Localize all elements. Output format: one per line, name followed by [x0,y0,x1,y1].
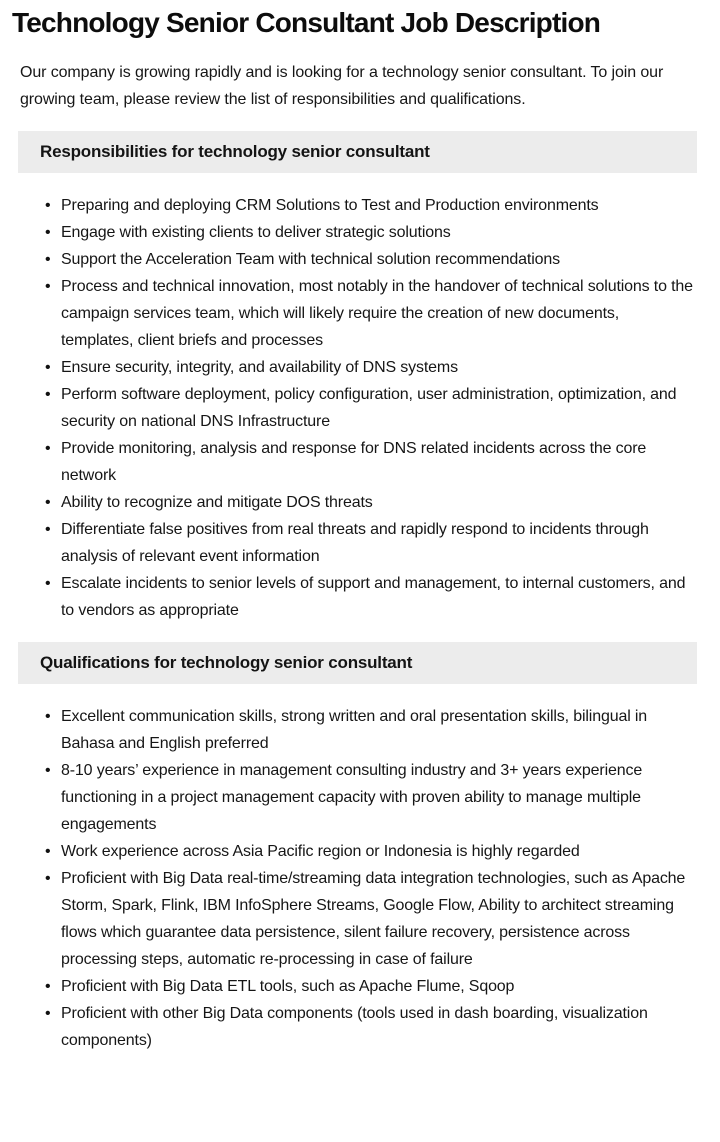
bullet-item: • Excellent communication skills, strong written and oral presentation skills, bilingual in Bahasa and English preferred [45,703,693,757]
bullet-item: • Escalate incidents to senior levels of support and management, to internal customers, and to vendors as appropriate [45,570,693,624]
bullet-item: • Perform software deployment, policy configuration, user administration, optimization, and security on national DNS Infrastructure [45,381,693,435]
bullet-item: • Provide monitoring, analysis and response for DNS related incidents across the core network [45,435,693,489]
bullet-item: • Differentiate false positives from real threats and rapidly respond to incidents through analysis of relevant event information [45,516,693,570]
qualifications-heading: Qualifications for technology senior consultant [40,653,413,672]
responsibilities-section [0,131,720,624]
bullet-item: • Ensure security, integrity, and availability of DNS systems [45,354,693,381]
bullet-item: • Ability to recognize and mitigate DOS threats [45,489,693,516]
qualifications-section [0,642,720,1054]
bullet-item: • Preparing and deploying CRM Solutions to Test and Production environments [45,192,693,219]
bullet-item: • Work experience across Asia Pacific region or Indonesia is highly regarded [45,838,693,865]
responsibilities-list [45,192,693,624]
intro-paragraph: Our company is growing rapidly and is looking for a technology senior consultant. To join our growing team, please review the list of responsibilities and qualifications. [20,64,664,108]
responsibilities-heading: Responsibilities for technology senior consultant [40,142,430,161]
bullet-item: • Proficient with Big Data ETL tools, such as Apache Flume, Sqoop [45,973,693,1000]
bullet-item: • Engage with existing clients to deliver strategic solutions [45,219,693,246]
responsibilities-heading-bar [18,131,697,173]
bullet-item: • Process and technical innovation, most notably in the handover of technical solutions to the campaign services team, which will likely require the creation of new documents, templates, client briefs and processes [45,273,693,354]
bullet-item: • Proficient with Big Data real-time/streaming data integration technologies, such as Apache Storm, Spark, Flink, IBM InfoSphere Streams, Google Flow, Ability to architect streaming flows which guarantee data persistence, silent failure recovery, persistence across processing steps, automatic re-processing in case of failure [45,865,693,973]
job-description-page [0,4,720,1142]
page-title: Technology Senior Consultant Job Description [12,7,601,38]
bullet-item: • Proficient with other Big Data components (tools used in dash boarding, visualization components) [45,1000,693,1054]
bullet-item: • Support the Acceleration Team with technical solution recommendations [45,246,693,273]
bullet-item: • 8-10 years’ experience in management consulting industry and 3+ years experience functioning in a project management capacity with proven ability to manage multiple engagements [45,757,693,838]
qualifications-list [45,703,693,1054]
qualifications-heading-bar [18,642,697,684]
